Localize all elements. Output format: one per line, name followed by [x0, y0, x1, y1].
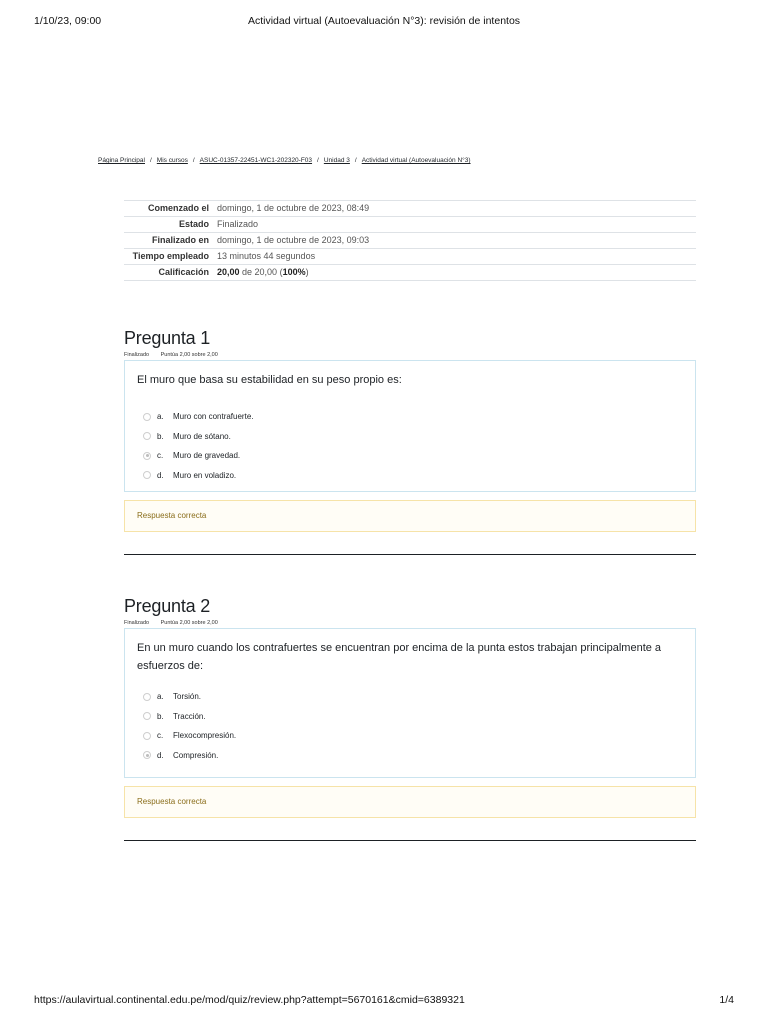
radio-button[interactable] — [143, 413, 151, 421]
summary-value: 13 minutos 44 segundos — [217, 251, 316, 261]
breadcrumb — [98, 157, 471, 164]
breadcrumb-course-link[interactable]: ASUC-01357-22451-WC1-202320-F03 — [199, 157, 313, 164]
breadcrumb-activity-link[interactable]: Actividad virtual (Autoevaluación N°3) — [361, 157, 471, 164]
breadcrumb-separator: / — [317, 157, 319, 164]
radio-button-checked[interactable] — [143, 751, 151, 759]
radio-button-checked[interactable] — [143, 452, 151, 460]
summary-label: Calificación — [158, 267, 209, 277]
answer-text: Torsión. — [173, 692, 202, 702]
summary-value: domingo, 1 de octubre de 2023, 09:03 — [217, 235, 370, 245]
answer-option[interactable] — [137, 707, 683, 727]
grade-score: 20,00 — [217, 267, 240, 277]
question-2 — [124, 595, 696, 841]
grade-close: ) — [305, 267, 309, 277]
print-title: Actividad virtual (Autoevaluación N°3): revisión de intentos — [247, 15, 521, 27]
summary-value: domingo, 1 de octubre de 2023, 08:49 — [217, 203, 370, 213]
question-title: Pregunta 1 — [124, 328, 211, 348]
answer-option-selected[interactable] — [137, 446, 683, 466]
question-grade: Puntúa 2,00 sobre 2,00 — [160, 620, 218, 626]
answer-text: Muro con contrafuerte. — [173, 412, 254, 422]
grade-max: de 20,00 ( — [239, 267, 283, 277]
summary-row-state — [124, 217, 696, 233]
answer-list — [137, 407, 683, 485]
question-divider — [124, 840, 696, 841]
answer-option[interactable] — [137, 407, 683, 427]
question-grade: Puntúa 2,00 sobre 2,00 — [160, 352, 218, 358]
answer-text: Muro de gravedad. — [173, 451, 241, 461]
answer-list — [137, 687, 683, 765]
print-url: https://aulavirtual.continental.edu.pe/mod/quiz/review.php?attempt=5670161&cmid=6389321 — [34, 994, 465, 1006]
radio-button[interactable] — [143, 712, 151, 720]
summary-row-time — [124, 249, 696, 265]
answer-option-selected[interactable] — [137, 746, 683, 766]
question-info — [124, 620, 696, 626]
attempt-summary-table — [124, 200, 696, 281]
question-feedback: Respuesta correcta — [124, 500, 696, 532]
breadcrumb-home-link[interactable]: Página Principal — [98, 157, 145, 164]
answer-text: Flexocompresión. — [173, 731, 237, 741]
answer-option[interactable] — [137, 427, 683, 447]
answer-text: Compresión. — [173, 750, 219, 760]
question-state: Finalizado — [124, 620, 150, 626]
answer-text: Muro en voladizo. — [173, 470, 237, 480]
question-title: Pregunta 2 — [124, 596, 211, 616]
question-divider — [124, 554, 696, 555]
question-feedback: Respuesta correcta — [124, 786, 696, 818]
radio-button[interactable] — [143, 432, 151, 440]
question-text: En un muro cuando los contrafuertes se encuentran por encima de la punta estos trabajan principalmente a esfuerzos de: — [137, 642, 662, 672]
summary-row-started — [124, 201, 696, 217]
print-footer — [34, 994, 734, 1010]
print-page-number: 1/4 — [719, 994, 734, 1006]
answer-letter: a. — [157, 412, 164, 422]
answer-letter: b. — [157, 431, 164, 441]
radio-button[interactable] — [143, 471, 151, 479]
breadcrumb-separator: / — [149, 157, 152, 164]
answer-letter: a. — [157, 692, 164, 702]
summary-label: Finalizado en — [151, 235, 209, 245]
answer-letter: c. — [157, 451, 164, 461]
question-1 — [124, 327, 696, 555]
answer-text: Muro de sótano. — [173, 431, 231, 441]
answer-option[interactable] — [137, 687, 683, 707]
answer-letter: d. — [157, 750, 164, 760]
summary-label: Comenzado el — [147, 203, 209, 213]
question-info — [124, 352, 696, 358]
print-header — [34, 15, 734, 31]
print-date: 1/10/23, 09:00 — [34, 15, 102, 27]
breadcrumb-my-courses-link[interactable]: Mis cursos — [156, 157, 188, 164]
breadcrumb-separator: / — [192, 157, 195, 164]
answer-letter: b. — [157, 711, 164, 721]
breadcrumb-separator: / — [354, 157, 357, 164]
answer-text: Tracción. — [173, 711, 206, 721]
question-text: El muro que basa su estabilidad en su peso propio es: — [137, 374, 402, 386]
summary-label: Estado — [178, 219, 209, 229]
answer-option[interactable] — [137, 726, 683, 746]
summary-value: Finalizado — [217, 219, 259, 229]
radio-button[interactable] — [143, 732, 151, 740]
summary-value — [215, 266, 696, 279]
grade-percent: 100% — [282, 267, 306, 277]
answer-letter: c. — [157, 731, 164, 741]
answer-letter: d. — [157, 470, 164, 480]
radio-button[interactable] — [143, 693, 151, 701]
question-content — [124, 360, 696, 492]
summary-label: Tiempo empleado — [132, 251, 209, 261]
summary-row-finished — [124, 233, 696, 249]
breadcrumb-unit-link[interactable]: Unidad 3 — [323, 157, 350, 164]
question-state: Finalizado — [124, 352, 150, 358]
answer-option[interactable] — [137, 466, 683, 486]
summary-row-grade — [124, 265, 696, 281]
question-content — [124, 628, 696, 778]
